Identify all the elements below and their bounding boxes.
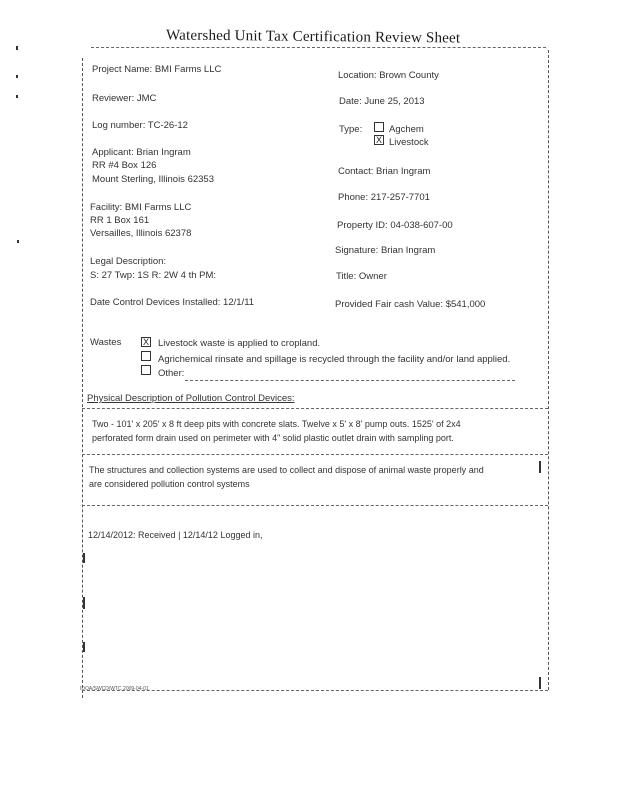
title-field: Title: Owner — [336, 271, 387, 282]
waste-other-checkbox[interactable] — [141, 365, 151, 375]
legal-description: S: 27 Twp: 1S R: 2W 4 th PM: — [90, 270, 217, 281]
physical-paragraph-line: The structures and collection systems are used to collect and dispose of animal waste properly and — [89, 465, 484, 475]
title-rule — [91, 47, 546, 48]
applicant-city: Mount Sterling, Illinois 62353 — [92, 174, 214, 185]
signature: Signature: Brian Ingram — [335, 245, 436, 256]
project-name: Project Name: BMI Farms LLC — [92, 64, 222, 75]
fair-cash-value: Provided Fair cash Value: $541,000 — [335, 299, 486, 310]
waste-agrichemical-text: Agrichemical rinsate and spillage is recycled through the facility and/or land applied. — [158, 354, 511, 365]
log-number: Log number: TC-26-12 — [92, 120, 188, 131]
physical-paragraph-line: Two - 101' x 205' x 8 ft deep pits with concrete slats. Twelve x 5' x 8' pump outs. 1525' of 2x4 — [92, 419, 461, 429]
form-bottom-border — [82, 690, 548, 691]
physical-heading: Physical Description of Pollution Control Devices: — [87, 393, 295, 404]
log-entry: 12/14/2012: Received | 12/14/12 Logged in, — [88, 530, 263, 540]
scan-mark — [83, 553, 85, 563]
facility-name: Facility: BMI Farms LLC — [90, 202, 192, 213]
contact: Contact: Brian Ingram — [338, 166, 431, 177]
waste-livestock-text: Livestock waste is applied to cropland. — [158, 338, 321, 349]
waste-other-label: Other: — [158, 368, 185, 379]
type-livestock-label: Livestock — [389, 137, 429, 148]
type-agchem-label: Agchem — [389, 124, 424, 135]
paragraph-rule — [82, 505, 548, 506]
scan-mark — [83, 597, 85, 609]
property-id: Property ID: 04-038-607-00 — [337, 220, 453, 231]
waste-agrichemical-checkbox[interactable] — [141, 351, 151, 361]
physical-paragraph-line: are considered pollution control systems — [89, 479, 250, 489]
location: Location: Brown County — [338, 70, 439, 81]
page-title: Watershed Unit Tax Certification Review Sheet — [165, 27, 461, 47]
scan-mark — [17, 240, 19, 243]
facility-address: RR 1 Box 161 — [90, 215, 150, 226]
type-livestock-checkbox[interactable]: X — [375, 135, 382, 145]
scan-mark — [83, 642, 85, 652]
physical-paragraph-line: perforated form drain used on perimeter with 4" solid plastic outlet drain with sampling port. — [92, 433, 454, 443]
form-id: IDOA/SWCD/WTC 2009-04-01 — [80, 686, 149, 692]
waste-livestock-checkbox[interactable]: X — [142, 337, 149, 347]
scan-mark — [16, 75, 18, 78]
facility-city: Versailles, Illinois 62378 — [90, 228, 192, 239]
waste-other-line — [185, 380, 515, 381]
form-right-border — [548, 50, 549, 690]
phone: Phone: 217-257-7701 — [338, 192, 430, 203]
reviewer: Reviewer: JMC — [92, 93, 157, 104]
scan-mark — [539, 677, 541, 689]
date-installed: Date Control Devices Installed: 12/1/11 — [90, 297, 255, 308]
scan-mark — [16, 95, 18, 98]
paragraph-rule — [82, 454, 548, 455]
applicant-address: RR #4 Box 126 — [92, 160, 157, 171]
wastes-label: Wastes — [90, 337, 122, 348]
applicant-name: Applicant: Brian Ingram — [92, 147, 191, 158]
form-left-border — [82, 58, 83, 698]
legal-description-label: Legal Description: — [90, 256, 167, 267]
type-label: Type: — [339, 124, 363, 135]
scan-mark — [539, 461, 541, 473]
type-agchem-checkbox[interactable] — [374, 122, 384, 132]
review-date: Date: June 25, 2013 — [339, 96, 425, 107]
section-rule — [82, 408, 548, 409]
scan-mark — [16, 46, 18, 50]
